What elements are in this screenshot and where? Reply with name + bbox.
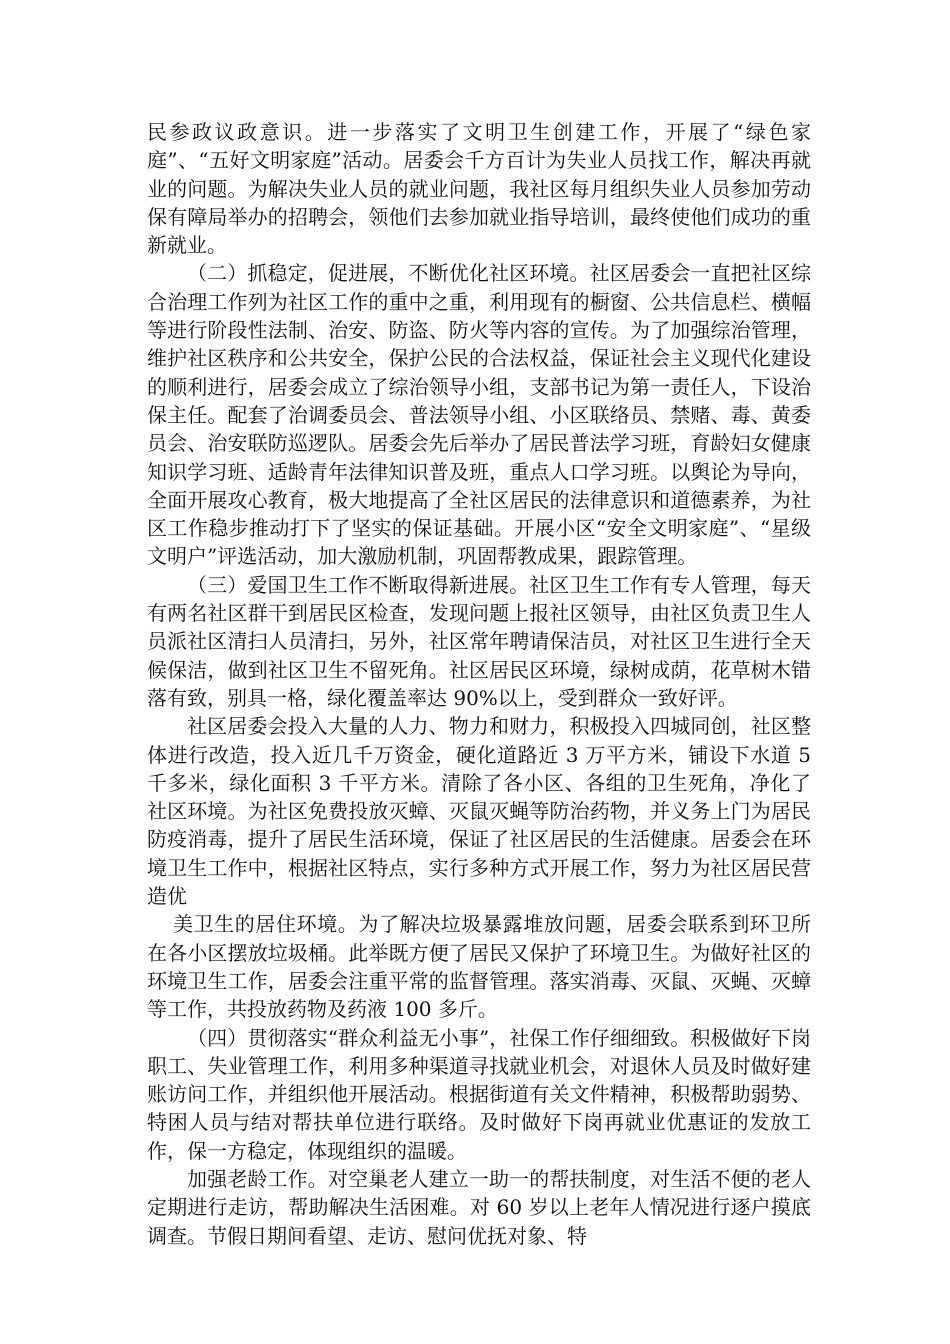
paragraph-1: 民参政议政意识。进一步落实了文明卫生创建工作，开展了“绿色家庭”、“五好文明家庭”活动。居委会千方百计为失业人员找工作，解决再就业的问题。为解决失业人员的就业问题，我社区每月组织失业人员参加劳动保有障局举办的招聘会，领他们去参加就业指导培训，最终使他们成功的重新就业。 <box>147 120 811 258</box>
document-body <box>147 118 811 1250</box>
paragraph-6: （四）贯彻落实“群众利益无小事”，社保工作仔细细致。积极做好下岗职工、失业管理工作，利用多种渠道寻找就业机会，对退休人员及时做好建账访问工作，并组织他开展活动。根据街道有关文件精神，积极帮助弱势、特困人员与结对帮扶单位进行联络。及时做好下岗再就业优惠证的发放工作，保一方稳定，体现组织的温暖。 <box>147 1025 811 1163</box>
paragraph-2: （二）抓稳定，促进展，不断优化社区环境。社区居委会一直把社区综合治理工作列为社区工作的重中之重，利用现有的橱窗、公共信息栏、横幅等进行阶段性法制、治安、防盗、防火等内容的宣传。为了加强综治管理，维护社区秩序和公共安全，保护公民的合法权益，保证社会主义现代化建设的顺利进行，居委会成立了综治领导小组，支部书记为第一责任人，下设治保主任。配套了治调委员会、普法领导小组、小区联络员、禁赌、毒、黄委员会、治安联防巡逻队。居委会先后举办了居民普法学习班，育龄妇女健康知识学习班、适龄青年法律知识普及班，重点人口学习班。以舆论为导向，全面开展攻心教育，极大地提高了全社区居民的法律意识和道德素养，为社区工作稳步推动打下了坚实的保证基础。开展小区“安全文明家庭”、“星级文明户”评选活动，加大激励机制，巩固帮教成果，跟踪管理。 <box>147 261 811 569</box>
paragraph-3: （三）爱国卫生工作不断取得新进展。社区卫生工作有专人管理，每天有两名社区群干到居民区检查，发现问题上报社区领导，由社区负责卫生人员派社区清扫人员清扫，另外，社区常年聘请保洁员，对社区卫生进行全天候保洁，做到社区卫生不留死角。社区居民区环境，绿树成荫，花草树木错落有致，别具一格，绿化覆盖率达 90%以上，受到群众一致好评。 <box>147 572 811 710</box>
paragraph-5: 美卫生的居住环境。为了解决垃圾暴露堆放问题，居委会联系到环卫所在各小区摆放垃圾桶。此举既方便了居民又保护了环境卫生。为做好社区的环境卫生工作，居委会注重平常的监督管理。落实消毒、灭鼠、灭蝇、灭蟑等工作，共投放药物及药液 100 多斤。 <box>147 912 811 1022</box>
paragraph-4: 社区居委会投入大量的人力、物力和财力，积极投入四城同创，社区整体进行改造，投入近几千万资金，硬化道路近 3 万平方米，铺设下水道 5 千多米，绿化面积 3 千平方米。清除了各小区、各组的卫生死角，净化了社区环境。为社区免费投放灭蟑、灭鼠灭蝇等防治药物，并义务上门为居民防疫消毒，提升了居民生活环境，保证了社区居民的生活健康。居委会在环境卫生工作中，根据社区特点，实行多种方式开展工作，努力为社区居民营造优 <box>147 714 811 909</box>
paragraph-7: 加强老龄工作。对空巢老人建立一助一的帮扶制度，对生活不便的老人定期进行走访，帮助解决生活困难。对 60 岁以上老年人情况进行逐户摸底调查。节假日期间看望、走访、慰问优抚对象、特 <box>147 1166 811 1248</box>
